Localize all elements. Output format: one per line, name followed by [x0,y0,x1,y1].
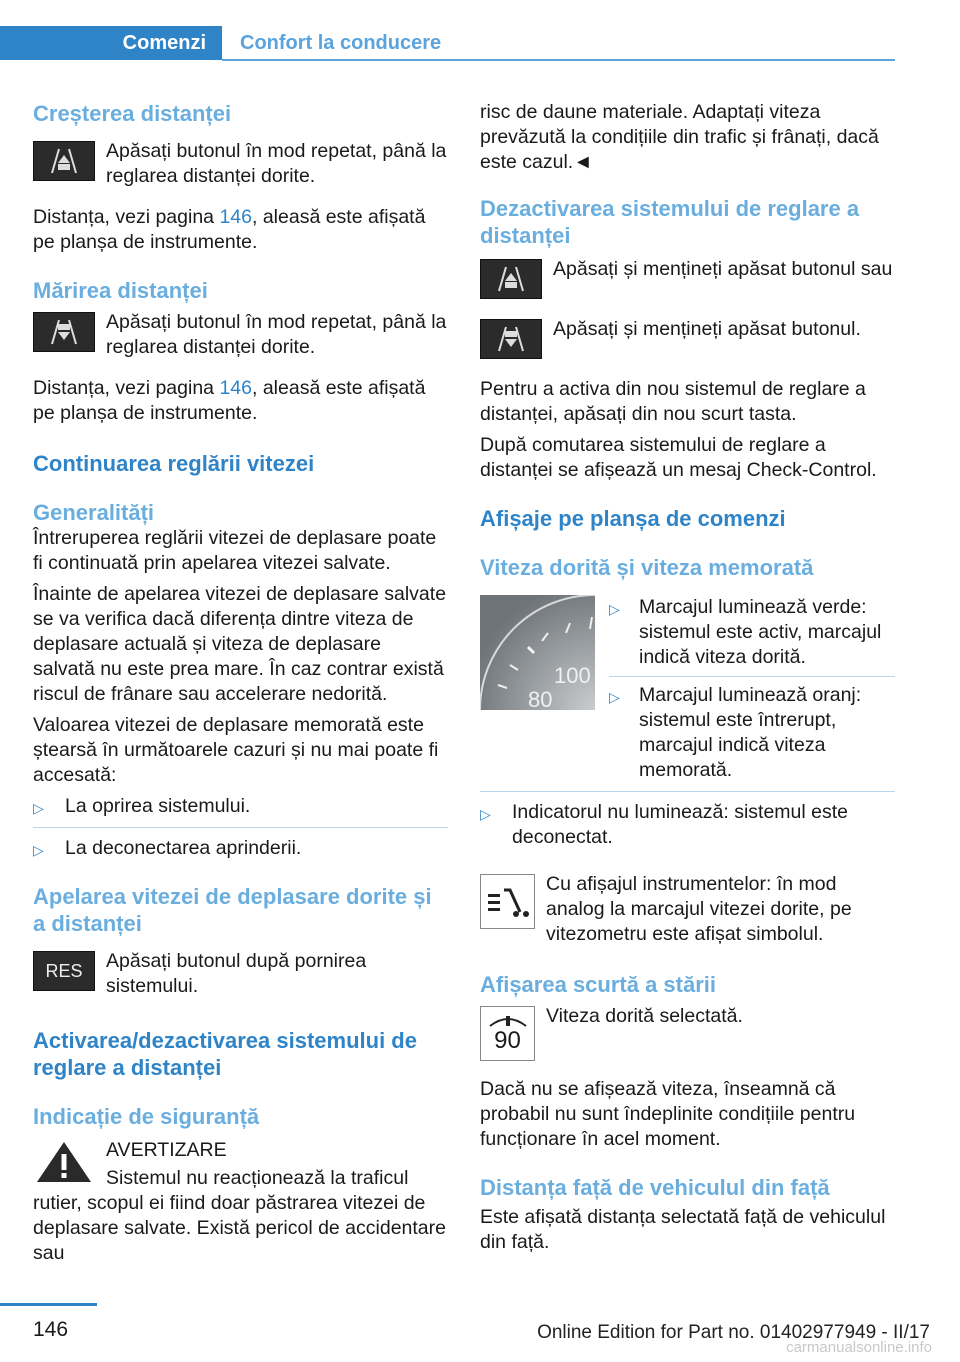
general-p2: Înainte de apelarea vitezei de deplasare salvate se va verifica dacă diferența dintre viteza de deplasare actuală și viteza de deplasare salvată nu este prea mare. În caz contrar există riscul de frânare sau accelerare nedorită. [33,583,447,705]
speed-status-symbol-icon [480,1006,535,1061]
recall-text: Apăsați butonul după pornirea sistemului. [106,950,367,997]
distance-text: Este afișată distanța selectată față de vehiculul din față. [480,1206,886,1253]
res-button-icon [33,951,95,991]
triangle-bullet-icon: ▷ [480,806,491,822]
heading-recall: Apelarea vitezei de deplasare dorite și a distanței [33,884,432,936]
right-column [480,100,895,1255]
list-divider [33,827,448,828]
chapter-tabs [0,26,895,60]
heading-distance: Distanța față de vehiculul din față [480,1175,830,1200]
tab-comenzi[interactable] [0,26,222,60]
speedometer-image [480,595,595,710]
general-p3: Valoarea vitezei de deplasare memorată este ștearsă în următoarele cazuri și nu mai poate fi accesată: [33,714,439,786]
press-hold-1: Apăsați și mențineți apăsat butonul sau [553,258,893,280]
res-label: RES [45,960,83,981]
gauge-label-100: 100 [554,663,591,688]
list-item-text: La deconectarea aprinderii. [65,837,302,859]
status-note: Dacă nu se afișează viteza, înseamnă că probabil nu sunt îndeplinite condițiile pentru funcționare în acel moment. [480,1078,856,1150]
distance-increase-button-icon [480,319,542,359]
off-bullet [480,800,895,850]
list-divider [609,676,895,677]
tab-confort[interactable] [240,26,441,60]
distance-increase-button-icon [33,312,95,352]
tab-underline [222,59,895,61]
distance-note-1b: , aleasă este afișată pe planșa de instrumente. [33,206,426,253]
analog-row [480,872,895,947]
page-number: 146 [33,1318,69,1341]
gauge-bullets [609,595,895,783]
gauge-label-80: 80 [528,687,553,710]
list-item-text: Indicatorul nu luminează: sistemul este deconectat. [512,801,849,848]
watermark: carmanualsonline.info [786,1339,932,1356]
list-item-text: Marcajul luminează oranj: sistemul este întrerupt, marcajul indică viteza memorată. [639,684,862,781]
heading-general: Generalități [33,500,155,525]
list-item-text: Marcajul luminează verde: sistemul este activ, marcajul indică viteza dorită. [639,596,882,668]
heading-safety: Indicație de siguranță [33,1104,260,1129]
warning-continued: risc de daune materiale. Adaptați viteza prevăzută la condițiile din trafic și frânați, dacă este cazul.◄ [480,101,879,173]
distance-decrease-button-icon [480,259,542,299]
heading-status: Afișarea scurtă a stării [480,972,717,997]
status-row [480,1004,895,1061]
heading-speed: Viteza dorită și viteza memorată [480,555,814,580]
distance-note-2b: , aleasă este afișată pe planșa de instrumente. [33,377,426,424]
triangle-bullet-icon: ▷ [609,601,620,617]
tab-confort-label: Confort la conducere [240,32,442,54]
distance-note-1a: Distanța, vezi pagina [33,206,220,228]
heading-increase: Mărirea distanței [33,278,208,303]
list-item [480,800,895,850]
vehicle-distance-symbol-icon [480,874,535,929]
list-item [609,683,895,783]
analog-text: Cu afișajul instrumentelor: în mod analog la marcajul vitezei dorite, pe vitezometru este afișat simbolul. [546,873,852,945]
distance-note-2a: Distanța, vezi pagina [33,377,220,399]
heading-display: Afișaje pe planșa de comenzi [480,506,786,531]
increase2-text: Apăsați butonul în mod repetat, până la reglarea distanței dorite. [106,311,447,358]
status-speed-value: 90 [494,1026,521,1054]
deactivate-row-2 [480,317,895,359]
heading-deactivate: Dezactivarea sistemului de reglare a distanței [480,196,860,248]
triangle-bullet-icon: ▷ [609,689,620,705]
page-link-146-b[interactable]: 146 [219,377,252,399]
increase-row [33,139,448,189]
list-item-text: La oprirea sistemului. [65,795,251,817]
recall-row [33,949,448,999]
edition-text: Online Edition for Part no. 01402977949 - II/17 [537,1322,930,1343]
gauge-row [480,595,895,783]
heading-increase-desc: Creșterea distanței [33,101,232,126]
distance-note-2 [33,376,448,426]
list-item [33,836,448,861]
triangle-bullet-icon: ▷ [33,800,44,816]
clear-conditions-list [33,794,448,861]
footer-accent-line [0,1303,97,1306]
page-link-146-a[interactable]: 146 [219,206,252,228]
heading-activate: Activarea/dezactivarea sistemului de reglare a distanței [33,1028,417,1080]
warning-text: Sistemul nu reacționează la traficul rutier, scopul ei fiind doar păstrarea vitezei de deplasare salvate. Există pericol de accidentare sau [33,1167,446,1264]
general-p1: Întreruperea reglării vitezei de deplasare poate fi continuată prin apelarea vitezei salvate. [33,527,437,574]
increase2-row [33,310,448,360]
list-divider [480,791,895,792]
status-text: Viteza dorită selectată. [546,1005,743,1027]
press-hold-2: Apăsați și mențineți apăsat butonul. [553,318,861,340]
tab-comenzi-label: Comenzi [122,31,206,54]
list-item [609,595,895,670]
increase-desc-text: Apăsați butonul în mod repetat, până la reglarea distanței dorite. [106,140,447,187]
reactivate-text: Pentru a activa din nou sistemul de reglare a distanței, apăsați din nou scurt tasta. [480,378,866,425]
heading-continue: Continuarea reglării vitezei [33,451,315,476]
list-item [33,794,448,827]
warning-title: AVERTIZARE [106,1139,227,1161]
warning-icon [33,1138,95,1186]
deactivate-row-1 [480,257,895,299]
distance-decrease-button-icon [33,141,95,181]
distance-note-1 [33,205,448,255]
left-column [33,100,448,1266]
triangle-bullet-icon: ▷ [33,842,44,858]
after-switch-text: După comutarea sistemului de reglare a distanței se afișează un mesaj Check-Control. [480,434,877,481]
